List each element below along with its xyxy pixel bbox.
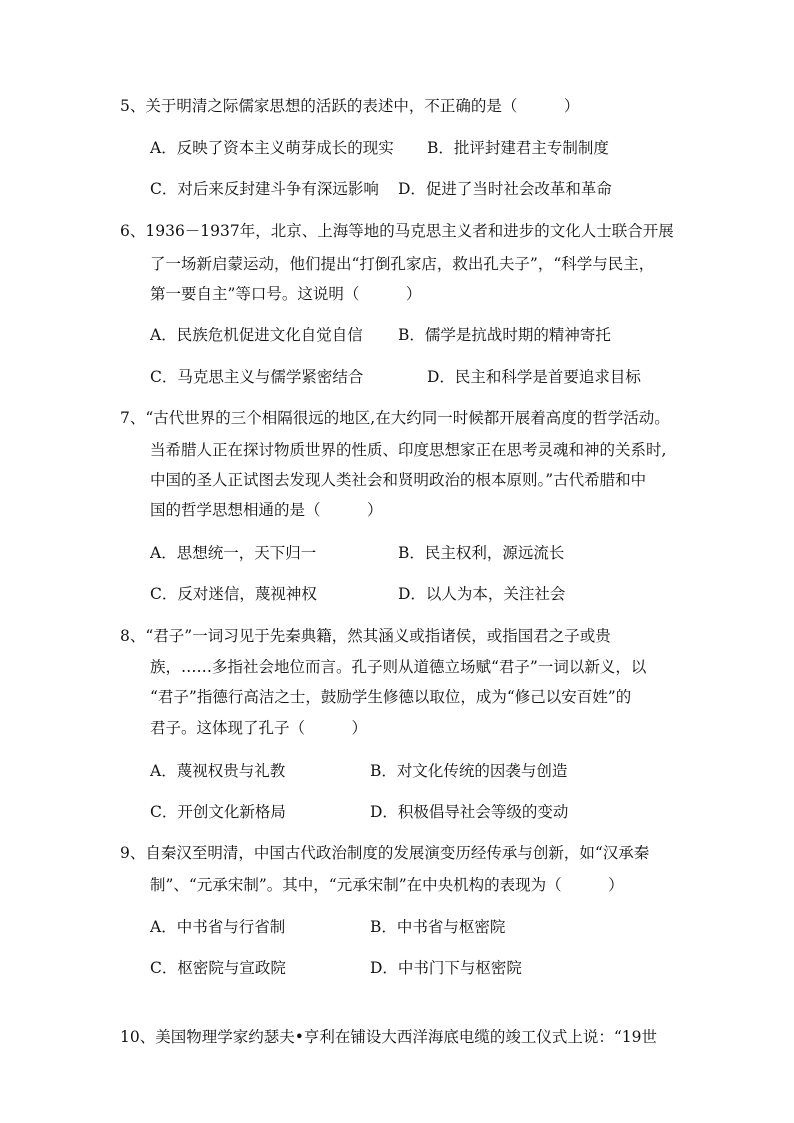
question-5-option-d: D．促进了当时社会改革和革命 (398, 180, 612, 198)
question-10-line-1: 10、美国物理学家约瑟夫•亨利在铺设大西洋海底电缆的竣工仪式上说：“19世 (120, 1028, 658, 1046)
question-7-option-a: A．思想统一，天下归一 (150, 544, 317, 562)
question-5-option-c: C．对后来反封建斗争有深远影响 (150, 180, 379, 198)
question-7-line-4: 国的哲学思想相通的是（ ） (150, 501, 383, 519)
question-6-option-c: C．马克思主义与儒学紧密结合 (150, 368, 364, 386)
question-7-line-1: 7、“古代世界的三个相隔很远的地区,在大约同一时候都开展着高度的哲学活动。 (120, 409, 670, 427)
question-6-line-1: 6、1936－1937年，北京、上海等地的马克思主义者和进步的文化人士联合开展 (120, 222, 674, 240)
question-6-option-b: B．儒学是抗战时期的精神寄托 (398, 326, 611, 344)
question-8-option-d: D．积极倡导社会等级的变动 (370, 803, 569, 821)
question-5-line-1: 5、关于明清之际儒家思想的活跃的表述中，不正确的是（ ） (120, 97, 580, 115)
question-9-option-a: A．中书省与行省制 (150, 918, 286, 936)
question-8-option-a: A．蔑视权贵与礼教 (150, 762, 286, 780)
question-8-line-2: 族，……多指社会地位而言。孔子则从道德立场赋“君子”一词以新义，以 (150, 658, 647, 676)
question-8-line-1: 8、“君子”一词习见于先秦典籍，然其涵义或指诸侯，或指国君之子或贵 (120, 627, 611, 645)
question-9-line-2: 制”、“元承宋制”。其中，“元承宋制”在中央机构的表现为（ ） (150, 876, 624, 894)
question-6-line-2: 了一场新启蒙运动，他们提出“打倒孔家店，救出孔夫子”，“科学与民主， (150, 255, 655, 273)
question-8-line-3: “君子”指德行高洁之士，鼓励学生修德以取位，成为“修己以安百姓”的 (150, 688, 632, 706)
question-7-line-2: 当希腊人正在探讨物质世界的性质、印度思想家正在思考灵魂和神的关系时, (150, 441, 667, 459)
question-6-line-3: 第一要自主”等口号。这说明（ ） (150, 285, 422, 303)
question-9-option-d: D．中书门下与枢密院 (370, 959, 522, 977)
question-9-option-c: C．枢密院与宣政院 (150, 959, 286, 977)
question-9-line-1: 9、自秦汉至明清，中国古代政治制度的发展演变历经传承与创新，如“汉承秦 (120, 844, 650, 862)
question-8-option-b: B．对文化传统的因袭与创造 (370, 762, 568, 780)
question-7-option-b: B．民主权利，源远流长 (398, 544, 565, 562)
question-5-option-b: B．批评封建君主专制制度 (427, 139, 609, 157)
question-8-option-c: C．开创文化新格局 (150, 803, 286, 821)
question-7-line-3: 中国的圣人正试图去发现人类社会和贤明政治的根本原则。”古代希腊和中 (150, 471, 647, 489)
question-7-option-c: C．反对迷信，蔑视神权 (150, 585, 317, 603)
question-6-option-d: D．民主和科学是首要追求目标 (427, 368, 641, 386)
question-5-option-a: A．反映了资本主义萌芽成长的现实 (150, 139, 394, 157)
question-9-option-b: B．中书省与枢密院 (370, 918, 506, 936)
question-7-option-d: D．以人为本，关注社会 (398, 585, 566, 603)
question-6-option-a: A．民族危机促进文化自觉自信 (150, 326, 363, 344)
question-8-line-4: 君子。这体现了孔子（ ） (150, 719, 368, 737)
